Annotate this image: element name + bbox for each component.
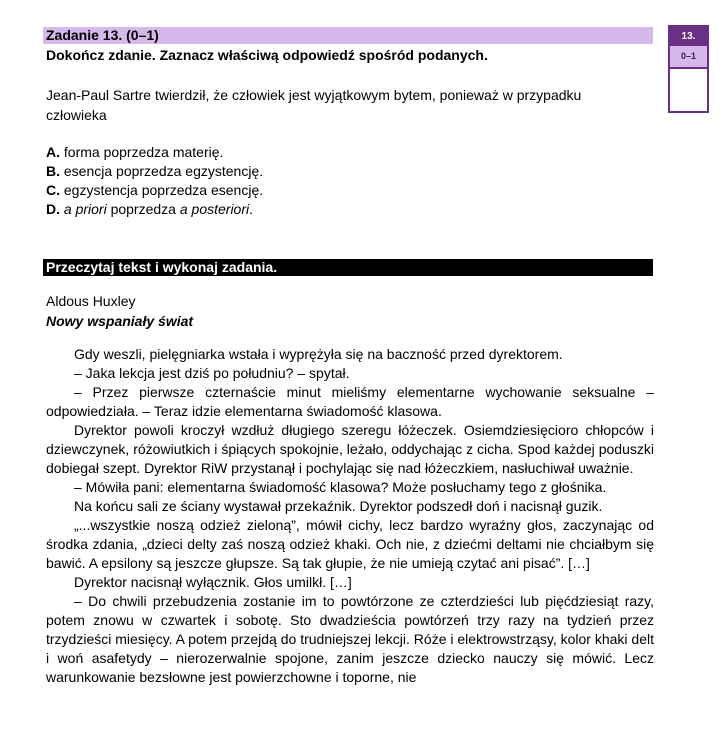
text-title: Nowy wspaniały świat bbox=[46, 313, 194, 329]
section-header: Przeczytaj tekst i wykonaj zadania. bbox=[43, 259, 653, 276]
option-text: esencja poprzedza egzystencję. bbox=[63, 163, 264, 179]
option-letter: B. bbox=[46, 163, 60, 179]
option-text: . bbox=[249, 201, 254, 217]
option-text: forma poprzedza materię. bbox=[63, 144, 224, 160]
option-c[interactable] bbox=[46, 181, 263, 200]
passage-paragraph: Na końcu sali ze ściany wystawał przekaźnik. Dyrektor podszedł doń i nacisnął guzik. bbox=[74, 498, 603, 514]
option-letter: C. bbox=[46, 182, 60, 198]
option-d[interactable] bbox=[46, 200, 263, 219]
option-text-italic: a priori bbox=[63, 201, 107, 217]
passage-paragraph: „...wszystkie noszą odzież zieloną”, mówił cichy, lecz bardzo wyraźny głos, zaczynając od środka zdania, „dzieci delty zaś noszą odzież khaki. Och nie, z dziećmi deltami nie chciałbym się bawić. A epsilony są jeszcze głupsze. Są tak głupie, że nie umieją czytać ani pisać”. […] bbox=[46, 517, 654, 571]
passage-paragraph: – Mówiła pani: elementarna świadomość klasowa? Może posłuchamy tego z głośnika. bbox=[74, 479, 607, 495]
score-box-range: 0–1 bbox=[670, 46, 707, 69]
passage-paragraph: Dyrektor nacisnął wyłącznik. Głos umilkł. […] bbox=[74, 574, 352, 590]
task-instruction: Dokończ zdanie. Zaznacz właściwą odpowiedź spośród podanych. bbox=[46, 47, 488, 63]
text-author: Aldous Huxley bbox=[46, 293, 136, 309]
answer-options bbox=[46, 143, 263, 219]
option-b[interactable] bbox=[46, 162, 263, 181]
text-passage bbox=[46, 345, 654, 687]
task-question: Jean-Paul Sartre twierdził, że człowiek jest wyjątkowym bytem, ponieważ w przypadku człowieka bbox=[46, 87, 582, 123]
option-text: poprzedza bbox=[106, 201, 180, 217]
option-text: egzystencja poprzedza esencję. bbox=[63, 182, 264, 198]
option-letter: D. bbox=[46, 201, 60, 217]
passage-paragraph: Gdy weszli, pielęgniarka wstała i wyprężyła się na baczność przed dyrektorem. bbox=[74, 346, 563, 362]
passage-paragraph: – Przez pierwsze czternaście minut mieliśmy elementarne wychowanie seksualne – odpowiedziała. – Teraz idzie elementarna świadomość klasowa. bbox=[46, 384, 654, 419]
passage-paragraph: – Do chwili przebudzenia zostanie im to powtórzone ze czterdzieści lub pięćdziesiąt razy, potem znowu w czwartek i sobotę. Sto dwadzieścia powtórzeń trzy razy na tydzień przez trzydzieści miesięcy. A potem przejdą do trudniejszej lekcji. Róże i elektrowstrząsy, kolor khaki delt i woń asafetydy – nierozerwalnie spojone, zanim jeszcze dziecko nauczy się mówić. Lecz warunkowanie bezsłowne jest powierzchowne i toporne, nie bbox=[46, 593, 654, 685]
passage-paragraph: Dyrektor powoli kroczył wzdłuż długiego szeregu łóżeczek. Osiemdziesięcioro chłopców i dziewczynek, różowiutkich i śpiących spokojnie, leżało, oddychając z cicha. Spod każdej poduszki dobiegał szept. Dyrektor RiW przystanął i pochylając się nad łóżeczkiem, nasłuchiwał uważnie. bbox=[46, 422, 654, 476]
option-a[interactable] bbox=[46, 143, 263, 162]
task-header: Zadanie 13. (0–1) bbox=[43, 27, 653, 44]
option-text-italic: a posteriori bbox=[179, 201, 250, 217]
score-box-number: 13. bbox=[670, 27, 707, 46]
passage-paragraph: – Jaka lekcja jest dziś po południu? – spytał. bbox=[74, 365, 350, 381]
option-letter: A. bbox=[46, 144, 60, 160]
score-box bbox=[668, 25, 709, 113]
